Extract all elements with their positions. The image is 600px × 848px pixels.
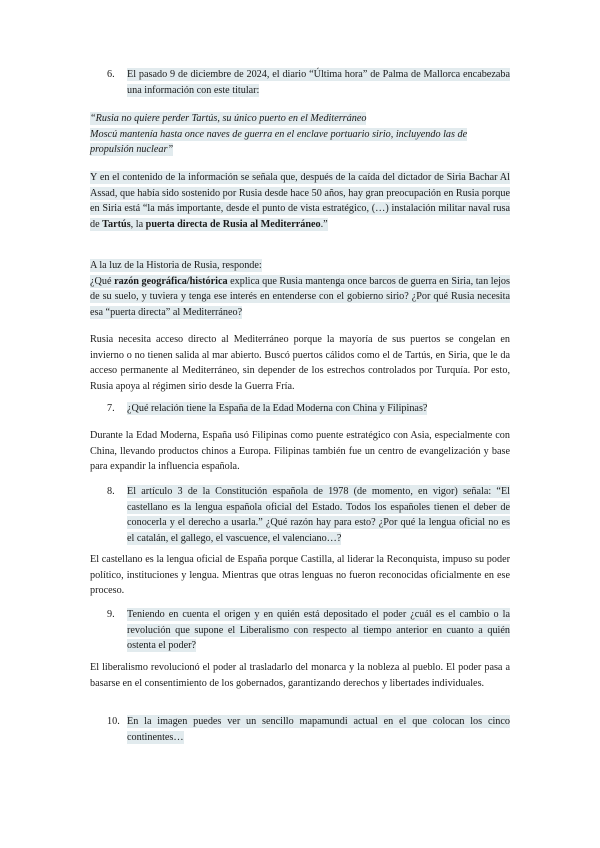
q6-question-text: El pasado 9 de diciembre de 2024, el diario “Última hora” de Palma de Mallorca encabezaba una información con este titular: bbox=[127, 69, 510, 96]
q9-number: 9. bbox=[107, 609, 115, 620]
q6-answer: Rusia necesita acceso directo al Mediterráneo porque la mayoría de sus puertos se congelan en invierno o no tienen salida al mar abierto. Buscó puertos cálidos como el de Tartús, en Siria, que le da acceso permanente al Mediterráneo, sin depender de los estrechos controlados por Turquía. Por esto, Rusia apoya al régimen sirio desde la Guerra Fría. bbox=[90, 334, 510, 392]
q7-answer: Durante la Edad Moderna, España usó Filipinas como puente estratégico con Asia, especialmente con China, llevando productos chinos a Europa. Filipinas también fue un centro de evangelización y base para expandir la influencia española. bbox=[90, 430, 510, 473]
q10-number: 10. bbox=[107, 716, 120, 727]
q6-prompt: A la luz de la Historia de Rusia, responde: bbox=[90, 260, 262, 271]
q8-question-text: El artículo 3 de la Constitución española de 1978 (de momento, en vigor) señala: “El castellano es la lengua española oficial del Estado. Todos los españoles tienen el deber de conocerla y el derecho a usarla.” ¿Qué razón hay para esto? ¿Por qué la lengua oficial no es el catalán, el gallego, el vascuence, el valenciano…? bbox=[127, 486, 510, 544]
q9-answer: El liberalismo revolucionó el poder al trasladarlo del monarca y la nobleza al pueblo. El poder pasa a basarse en el consentimiento de los gobernados, garantizando derechos y libertades individuales. bbox=[90, 662, 510, 689]
q8-number: 8. bbox=[107, 486, 115, 497]
q6-context bbox=[90, 170, 510, 232]
q8-answer: El castellano es la lengua oficial de España porque Castilla, al liderar la Reconquista, impuso su poder político, instituciones y lengua. Mientras que otras lenguas no fueron reconocidas oficialmente en ese proceso. bbox=[90, 554, 510, 597]
q6-headline-line1: “Rusia no quiere perder Tartús, su único puerto en el Mediterráneo bbox=[90, 113, 367, 124]
q6-headline bbox=[90, 111, 510, 158]
q7-number: 7. bbox=[107, 403, 115, 414]
q6-context-text: Y en el contenido de la información se señala que, después de la caída del dictador de Siria Bachar Al Assad, que había sido sostenido por Rusia desde hace 50 años, hay gran preocupación en Rusia porque en Siria está “la más importante, desde el punto de vista estratégico, (…) instalación militar naval rusa de Tartús, la puerta directa de Rusia al Mediterráneo.” bbox=[90, 172, 510, 230]
q6-number: 6. bbox=[107, 69, 115, 80]
q10-question-text: En la imagen puedes ver un sencillo mapamundi actual en el que colocan los cinco continentes… bbox=[127, 716, 510, 743]
q6-subquestion: ¿Qué razón geográfica/histórica explica que Rusia mantenga once barcos de guerra en Siria, tan lejos de su suelo, y tuviera y tenga ese interés en entenderse con el gobierno sirio? ¿Por qué Rusia necesita esa “puerta directa” al Mediterráneo? bbox=[90, 275, 510, 318]
q7-question-text: ¿Qué relación tiene la España de la Edad Moderna con China y Filipinas? bbox=[127, 403, 428, 414]
q10-question bbox=[127, 714, 510, 745]
q6-prompt-block bbox=[90, 258, 510, 320]
q6-question bbox=[127, 67, 510, 98]
q9-question-text: Teniendo en cuenta el origen y en quién está depositado el poder ¿cuál es el cambio o la revolución que supone el Liberalismo con respecto al tiempo anterior en cuanto a quién ostenta el poder? bbox=[127, 609, 510, 652]
q8-question bbox=[127, 484, 510, 546]
q6-headline-line2: Moscú mantenía hasta once naves de guerra en el enclave portuario sirio, incluyendo las de propulsión nuclear” bbox=[90, 128, 468, 156]
q7-question bbox=[127, 401, 510, 417]
q9-question bbox=[127, 607, 510, 654]
